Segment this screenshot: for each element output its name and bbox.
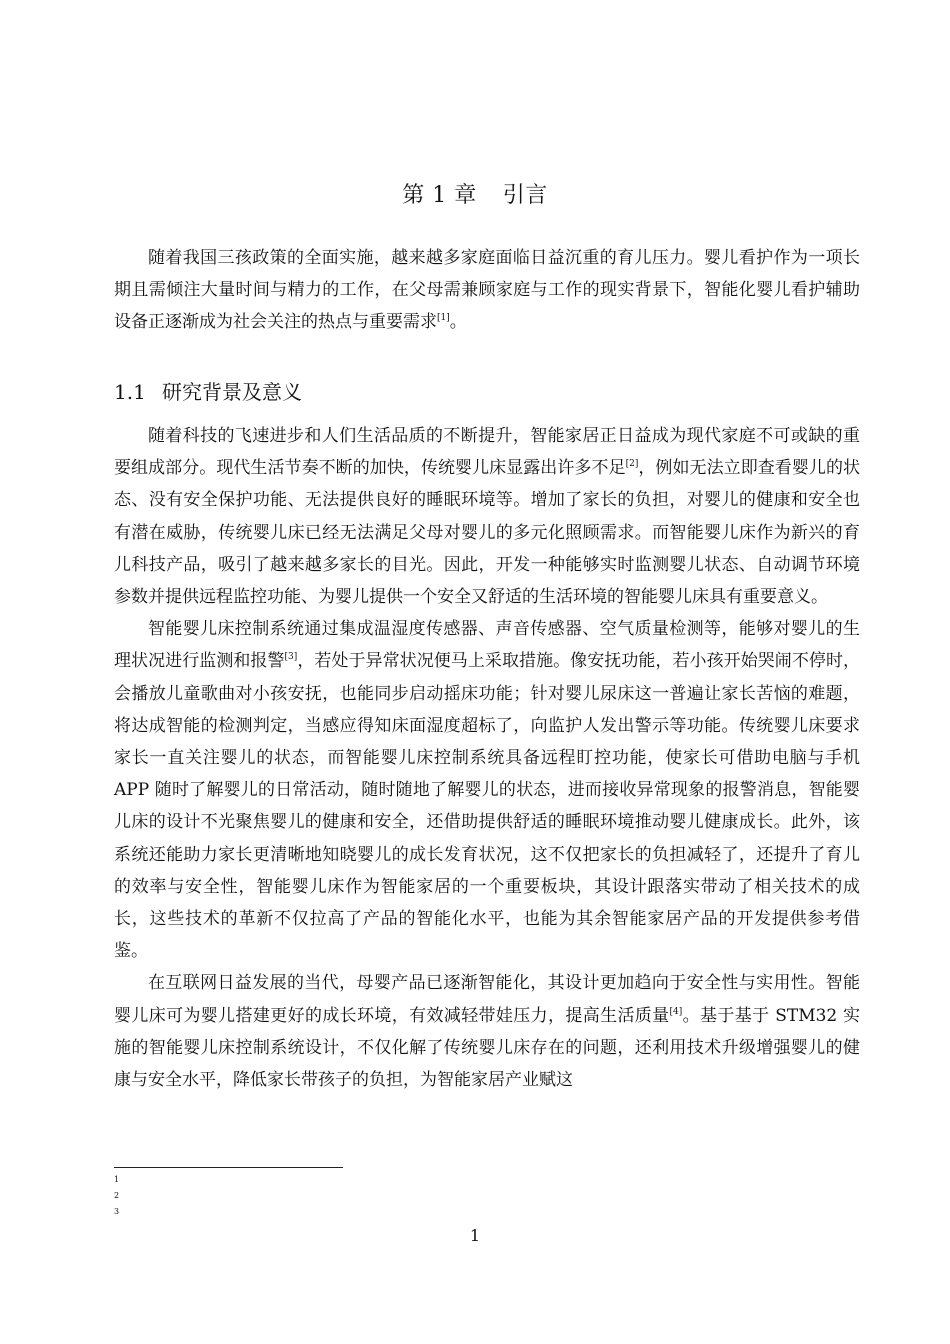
citation-4: [4] xyxy=(669,1006,683,1017)
intro-text: 随着我国三孩政策的全面实施，越来越多家庭面临日益沉重的育儿压力。婴儿看护作为一项长期且需倾注大量时间与精力的工作，在父母需兼顾家庭与工作的现实背景下，智能化婴儿看护辅助设备正逐渐成为社会关注的热点与重要需求 xyxy=(114,248,860,333)
paragraph-text: 随着科技的飞速进步和人们生活品质的不断提升，智能家居正日益成为现代家庭不可或缺的重要组成部分。现代生活节奏不断的加快，传统婴儿床显露出许多不足 xyxy=(114,426,860,479)
section-body xyxy=(114,420,860,1096)
chapter-label: 第 1 章 xyxy=(402,183,477,208)
chapter-name: 引言 xyxy=(502,183,548,208)
paragraph-text: 在互联网日益发展的当代，母婴产品已逐渐智能化，其设计更加趋向于安全性与实用性。智能婴儿床可为婴儿搭建更好的成长环境，有效减轻带娃压力，提高生活质量 xyxy=(114,973,860,1026)
intro-paragraph xyxy=(114,242,860,339)
footnote-divider xyxy=(114,1167,343,1168)
citation-1: [1] xyxy=(437,313,450,324)
chapter-title xyxy=(0,178,950,209)
page-number: 1 xyxy=(469,1226,481,1245)
section-heading xyxy=(114,376,302,405)
citation-3: [3] xyxy=(284,652,298,663)
section-number: 1.1 xyxy=(114,380,146,404)
paragraph xyxy=(114,967,860,1096)
citation-2: [2] xyxy=(625,459,639,470)
paragraph xyxy=(114,613,860,967)
section-title: 研究背景及意义 xyxy=(162,380,302,404)
paragraph-text: ，例如无法立即查看婴儿的状态、没有安全保护功能、无法提供良好的睡眠环境等。增加了家长的负担，对婴儿的健康和安全也有潜在威胁，传统婴儿床已经无法满足父母对婴儿的多元化照顾需求。而智能婴儿床作为新兴的育儿科技产品，吸引了越来越多家长的目光。因此，开发一种能够实时监测婴儿状态、自动调节环境参数并提供远程监控功能、为婴儿提供一个安全又舒适的生活环境的智能婴儿床具有重要意义。 xyxy=(114,458,861,608)
footnote-mark: 3 xyxy=(114,1207,120,1216)
footnote-mark: 2 xyxy=(114,1191,120,1200)
intro-block xyxy=(114,242,860,339)
paragraph xyxy=(114,420,860,613)
paragraph-text: 智能婴儿床控制系统通过集成温湿度传感器、声音传感器、空气质量检测等，能够对婴儿的生理状况进行监测和报警 xyxy=(114,619,860,672)
intro-tail: 。 xyxy=(449,312,467,333)
paragraph-text: 。基于基于 STM32 实施的智能婴儿床控制系统设计，不仅化解了传统婴儿床存在的问题，还利用技术升级增强婴儿的健康与安全水平，降低家长带孩子的负担，为智能家居产业赋这 xyxy=(114,1005,860,1091)
paragraph-text: ，若处于异常状况便马上采取措施。像安抚功能，若小孩开始哭闹不停时，会播放儿童歌曲对小孩安抚，也能同步启动摇床功能；针对婴儿尿床这一普遍让家长苦恼的难题，将达成智能的检测判定，当感应得知床面湿度超标了，向监护人发出警示等功能。传统婴儿床要求家长一直关注婴儿的状态，而智能婴儿床控制系统具备远程盯控功能，使家长可借助电脑与手机 APP 随时了解婴儿的日常活动，随时随地了解婴儿的状态，进而接收异常现象的报警消息，智能婴儿床的设计不光聚焦婴儿的健康和安全，还借助提供舒适的睡眠环境推动婴儿健康成长。此外，该系统还能助力家长更清晰地知晓婴儿的成长发育状况，这不仅把家长的负担减轻了，还提升了育儿的效率与安全性，智能婴儿床作为智能家居的一个重要板块，其设计跟落实带动了相关技术的成长，这些技术的革新不仅拉高了产品的智能化水平，也能为其余智能家居产品的开发提供参考借鉴。 xyxy=(114,651,861,962)
footnote-mark: 1 xyxy=(114,1175,120,1184)
